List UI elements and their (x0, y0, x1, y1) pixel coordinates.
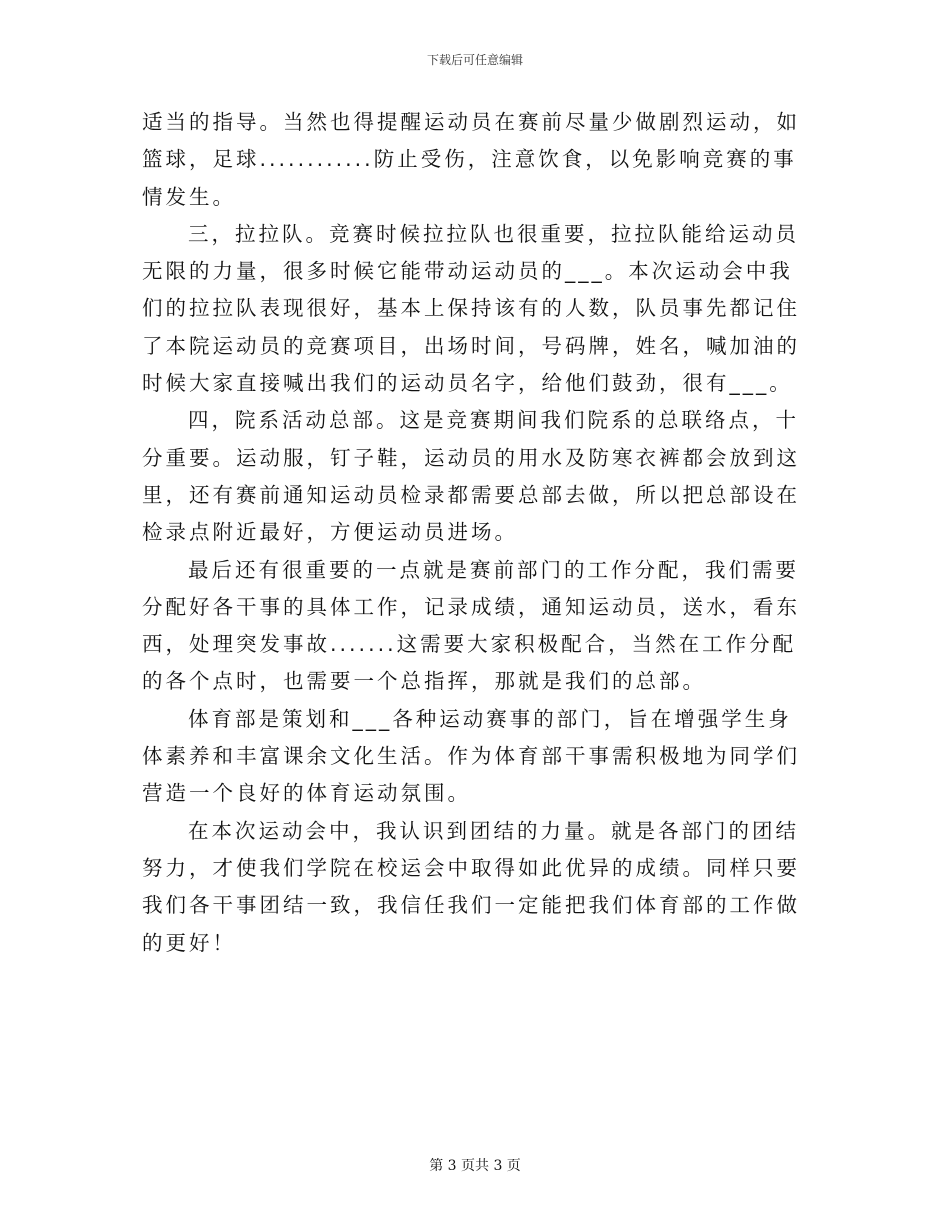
document-body (142, 104, 806, 962)
paragraph-work-assignment: 最后还有很重要的一点就是赛前部门的工作分配，我们需要分配好各干事的具体工作，记录成绩，通知运动员，送水，看东西，处理突发事故.......这需要大家积极配合，当然在工作分配的各个点时，也需要一个总指挥，那就是我们的总部。 (142, 557, 800, 694)
page-header-note: 下载后可任意编辑 (426, 53, 523, 67)
paragraph-sports-department: 体育部是策划和___各种运动赛事的部门，旨在增强学生身体素养和丰富课余文化生活。作为体育部干事需积极地为同学们营造一个良好的体育运动氛围。 (142, 706, 800, 806)
paragraph-guidance: 适当的指导。当然也得提醒运动员在赛前尽量少做剧烈运动，如篮球，足球............防止受伤，注意饮食，以免影响竞赛的事情发生。 (142, 110, 800, 209)
paragraph-unity: 在本次运动会中，我认识到团结的力量。就是各部门的团结努力，才使我们学院在校运会中取得如此优异的成绩。同样只要我们各干事团结一致，我信任我们一定能把我们体育部的工作做的更好！ (142, 818, 800, 955)
page-number: 第 3 页共 3 页 (429, 1158, 521, 1174)
paragraph-headquarters: 四，院系活动总部。这是竞赛期间我们院系的总联络点，十分重要。运动服，钉子鞋，运动员的用水及防寒衣裤都会放到这里，还有赛前通知运动员检录都需要总部去做，所以把总部设在检录点附近最好，方便运动员进场。 (142, 408, 800, 545)
paragraph-cheerleading: 三，拉拉队。竞赛时候拉拉队也很重要，拉拉队能给运动员无限的力量，很多时候它能带动运动员的___。本次运动会中我们的拉拉队表现很好，基本上保持该有的人数，队员事先都记住了本院运动员的竞赛项目，出场时间，号码牌，姓名，喊加油的时候大家直接喊出我们的运动员名字，给他们鼓劲，很有___。 (142, 221, 800, 396)
